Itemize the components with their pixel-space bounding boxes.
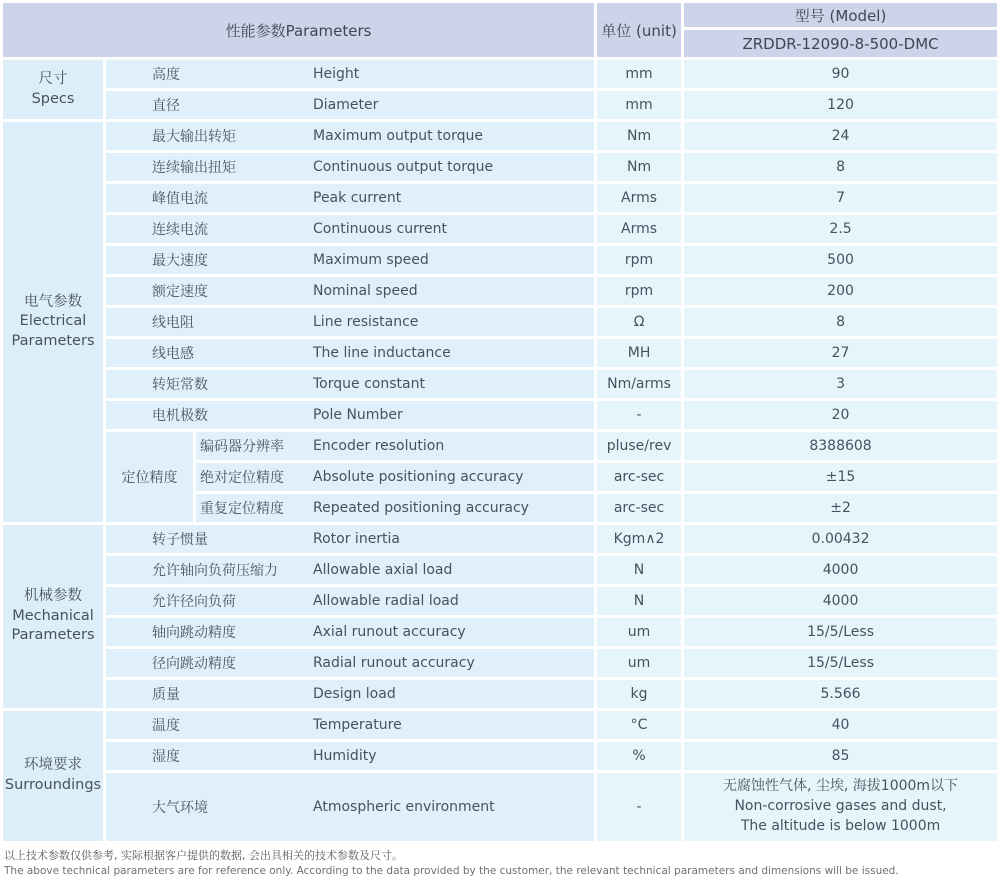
unit-cell: Kgm∧2 bbox=[597, 525, 681, 553]
param-en-label: Pole Number bbox=[313, 407, 403, 423]
param-en-label: Continuous output torque bbox=[313, 159, 494, 175]
value-line: 无腐蚀性气体, 尘埃, 海拔1000m以下 bbox=[723, 778, 959, 795]
unit-cell: um bbox=[597, 649, 681, 677]
value-cell: 8 bbox=[684, 308, 997, 336]
param-label-cell bbox=[106, 215, 594, 243]
unit-cell: pluse/rev bbox=[597, 432, 681, 460]
category-en: Surroundings bbox=[4, 777, 102, 793]
value-cell: 90 bbox=[684, 60, 997, 88]
value-cell: 4000 bbox=[684, 556, 997, 584]
param-label-cell bbox=[106, 246, 594, 274]
value-cell: 85 bbox=[684, 742, 997, 770]
param-en-label: Humidity bbox=[313, 748, 377, 764]
param-en-label: Absolute positioning accuracy bbox=[313, 469, 524, 485]
unit-cell: kg bbox=[597, 680, 681, 708]
value-line: The altitude is below 1000m bbox=[740, 817, 941, 834]
value-cell: 0.00432 bbox=[684, 525, 997, 553]
param-label-cell bbox=[106, 525, 594, 553]
param-en-label: Atmospheric environment bbox=[313, 799, 495, 815]
param-label-cell bbox=[106, 742, 594, 770]
param-cn-label: 湿度 bbox=[152, 749, 180, 765]
table-row bbox=[3, 91, 997, 119]
param-cn-label: 连续输出扭矩 bbox=[152, 160, 236, 176]
param-en-label: Line resistance bbox=[313, 314, 419, 330]
footnotes bbox=[4, 847, 1000, 880]
value-cell: 4000 bbox=[684, 587, 997, 615]
param-cn-label: 径向跳动精度 bbox=[152, 656, 236, 672]
footnote-cn: 以上技术参数仅供参考, 实际根据客户提供的数据, 会出具相关的技术参数及尺寸。 bbox=[4, 849, 403, 862]
table-row bbox=[3, 432, 997, 460]
param-label-cell bbox=[196, 463, 594, 491]
unit-cell: Ω bbox=[597, 308, 681, 336]
param-en-label: Height bbox=[313, 66, 360, 82]
param-label-cell bbox=[106, 60, 594, 88]
param-label-cell bbox=[106, 556, 594, 584]
category-en: Mechanical Parameters bbox=[11, 607, 95, 644]
param-cn-label: 直径 bbox=[152, 98, 180, 114]
param-label-cell bbox=[106, 587, 594, 615]
value-cell: 24 bbox=[684, 122, 997, 150]
category-en: Specs bbox=[31, 90, 75, 107]
header-row bbox=[3, 3, 997, 27]
param-cn-label: 高度 bbox=[152, 67, 180, 83]
param-label-cell bbox=[106, 277, 594, 305]
param-en-label: Design load bbox=[313, 686, 396, 702]
param-label-cell bbox=[106, 339, 594, 367]
value-cell: 120 bbox=[684, 91, 997, 119]
unit-cell: mm bbox=[597, 60, 681, 88]
value-cell: ±15 bbox=[684, 463, 997, 491]
unit-cell: Nm/arms bbox=[597, 370, 681, 398]
param-cn-label: 质量 bbox=[152, 687, 180, 703]
param-label-cell bbox=[196, 494, 594, 522]
unit-cell: rpm bbox=[597, 277, 681, 305]
model-header: 型号 (Model) bbox=[684, 3, 997, 27]
value-cell: 27 bbox=[684, 339, 997, 367]
param-cn-label: 最大速度 bbox=[152, 253, 208, 269]
param-cn-label: 大气环境 bbox=[152, 800, 208, 816]
param-label-cell bbox=[106, 680, 594, 708]
category-cn: 尺寸 bbox=[38, 70, 68, 87]
param-label-cell bbox=[106, 649, 594, 677]
table-row bbox=[3, 122, 997, 150]
value-line: Non-corrosive gases and dust, bbox=[734, 798, 947, 815]
param-cn-label: 转矩常数 bbox=[152, 377, 208, 393]
param-label-cell bbox=[106, 711, 594, 739]
param-cn-label: 轴向跳动精度 bbox=[152, 625, 236, 641]
category-cell-electrical bbox=[3, 122, 103, 522]
value-cell: 7 bbox=[684, 184, 997, 212]
footnote-en: The above technical parameters are for reference only. According to the data provided by the customer, the relevant technical parameters and dimensions will be issued. bbox=[4, 865, 899, 878]
unit-cell: MH bbox=[597, 339, 681, 367]
model-value: ZRDDR-12090-8-500-DMC bbox=[684, 30, 997, 57]
table-row bbox=[3, 308, 997, 336]
value-cell: 15/5/Less bbox=[684, 649, 997, 677]
param-en-label: Encoder resolution bbox=[313, 438, 445, 454]
unit-cell: rpm bbox=[597, 246, 681, 274]
unit-cell: - bbox=[597, 401, 681, 429]
table-row bbox=[3, 711, 997, 739]
table-row bbox=[3, 246, 997, 274]
param-label-cell bbox=[106, 91, 594, 119]
param-cn-label: 线电阻 bbox=[152, 315, 194, 331]
param-cn-label: 绝对定位精度 bbox=[200, 470, 284, 486]
value-cell: 15/5/Less bbox=[684, 618, 997, 646]
category-cell-mechanical bbox=[3, 525, 103, 708]
param-cn-label: 允许径向负荷 bbox=[152, 594, 236, 610]
param-cn-label: 电机极数 bbox=[152, 408, 208, 424]
value-cell: 40 bbox=[684, 711, 997, 739]
unit-cell: arc-sec bbox=[597, 494, 681, 522]
param-en-label: Peak current bbox=[313, 190, 402, 206]
param-en-label: Temperature bbox=[313, 717, 402, 733]
table-row bbox=[3, 215, 997, 243]
param-label-cell bbox=[106, 773, 594, 841]
value-cell: 5.566 bbox=[684, 680, 997, 708]
param-en-label: Continuous current bbox=[313, 221, 448, 237]
table-row bbox=[3, 60, 997, 88]
value-cell: 20 bbox=[684, 401, 997, 429]
param-cn-label: 峰值电流 bbox=[152, 191, 208, 207]
param-label-cell bbox=[106, 308, 594, 336]
param-en-label: Allowable axial load bbox=[313, 562, 453, 578]
param-label-cell bbox=[106, 153, 594, 181]
value-cell: 200 bbox=[684, 277, 997, 305]
value-cell: 3 bbox=[684, 370, 997, 398]
value-cell bbox=[684, 773, 997, 841]
param-cn-label: 编码器分辨率 bbox=[200, 439, 284, 455]
unit-cell: - bbox=[597, 773, 681, 841]
parameters-header: 性能参数Parameters bbox=[3, 3, 594, 57]
param-label-cell bbox=[106, 122, 594, 150]
unit-cell: N bbox=[597, 587, 681, 615]
unit-cell: mm bbox=[597, 91, 681, 119]
subgroup-label: 定位精度 bbox=[106, 432, 193, 522]
table-row bbox=[3, 153, 997, 181]
table-row bbox=[3, 587, 997, 615]
unit-cell: um bbox=[597, 618, 681, 646]
param-en-label: Radial runout accuracy bbox=[313, 655, 475, 671]
param-cn-label: 连续电流 bbox=[152, 222, 208, 238]
param-en-label: Maximum speed bbox=[313, 252, 429, 268]
table-row bbox=[3, 649, 997, 677]
param-label-cell bbox=[196, 432, 594, 460]
param-cn-label: 重复定位精度 bbox=[200, 501, 284, 517]
category-cn: 机械参数 bbox=[24, 588, 82, 605]
param-cn-label: 最大输出转矩 bbox=[152, 129, 236, 145]
param-cn-label: 允许轴向负荷压缩力 bbox=[152, 563, 278, 579]
param-en-label: Nominal speed bbox=[313, 283, 418, 299]
category-cn: 环境要求 bbox=[24, 757, 82, 774]
param-label-cell bbox=[106, 401, 594, 429]
param-cn-label: 线电感 bbox=[152, 346, 194, 362]
table-row bbox=[3, 277, 997, 305]
unit-cell: Nm bbox=[597, 122, 681, 150]
category-cell-specs bbox=[3, 60, 103, 119]
table-row bbox=[3, 525, 997, 553]
value-cell: 8 bbox=[684, 153, 997, 181]
table-row bbox=[3, 742, 997, 770]
param-en-label: Diameter bbox=[313, 97, 379, 113]
param-en-label: Repeated positioning accuracy bbox=[313, 500, 529, 516]
value-cell: ±2 bbox=[684, 494, 997, 522]
table-row bbox=[3, 401, 997, 429]
table-row bbox=[3, 773, 997, 841]
unit-cell: Arms bbox=[597, 184, 681, 212]
table-row bbox=[3, 339, 997, 367]
param-en-label: Rotor inertia bbox=[313, 531, 401, 547]
unit-cell: Nm bbox=[597, 153, 681, 181]
param-en-label: Axial runout accuracy bbox=[313, 624, 466, 640]
unit-cell: °C bbox=[597, 711, 681, 739]
category-en: Electrical Parameters bbox=[11, 313, 95, 349]
category-cn: 电气参数 bbox=[24, 293, 82, 310]
table-row bbox=[3, 370, 997, 398]
unit-cell: arc-sec bbox=[597, 463, 681, 491]
param-en-label: Torque constant bbox=[313, 376, 425, 392]
unit-header: 单位 (unit) bbox=[597, 3, 681, 57]
param-cn-label: 温度 bbox=[152, 718, 180, 734]
unit-cell: N bbox=[597, 556, 681, 584]
table-row bbox=[3, 184, 997, 212]
category-cell-surroundings bbox=[3, 711, 103, 841]
value-cell: 8388608 bbox=[684, 432, 997, 460]
param-cn-label: 额定速度 bbox=[152, 284, 208, 300]
param-label-cell bbox=[106, 618, 594, 646]
param-cn-label: 转子惯量 bbox=[152, 532, 208, 548]
unit-cell: % bbox=[597, 742, 681, 770]
table-row bbox=[3, 618, 997, 646]
param-label-cell bbox=[106, 370, 594, 398]
value-cell: 2.5 bbox=[684, 215, 997, 243]
table-row bbox=[3, 556, 997, 584]
param-en-label: Allowable radial load bbox=[313, 593, 459, 609]
unit-cell: Arms bbox=[597, 215, 681, 243]
table-row bbox=[3, 680, 997, 708]
value-cell: 500 bbox=[684, 246, 997, 274]
param-en-label: Maximum output torque bbox=[313, 128, 483, 144]
param-en-label: The line inductance bbox=[313, 345, 451, 361]
param-label-cell bbox=[106, 184, 594, 212]
